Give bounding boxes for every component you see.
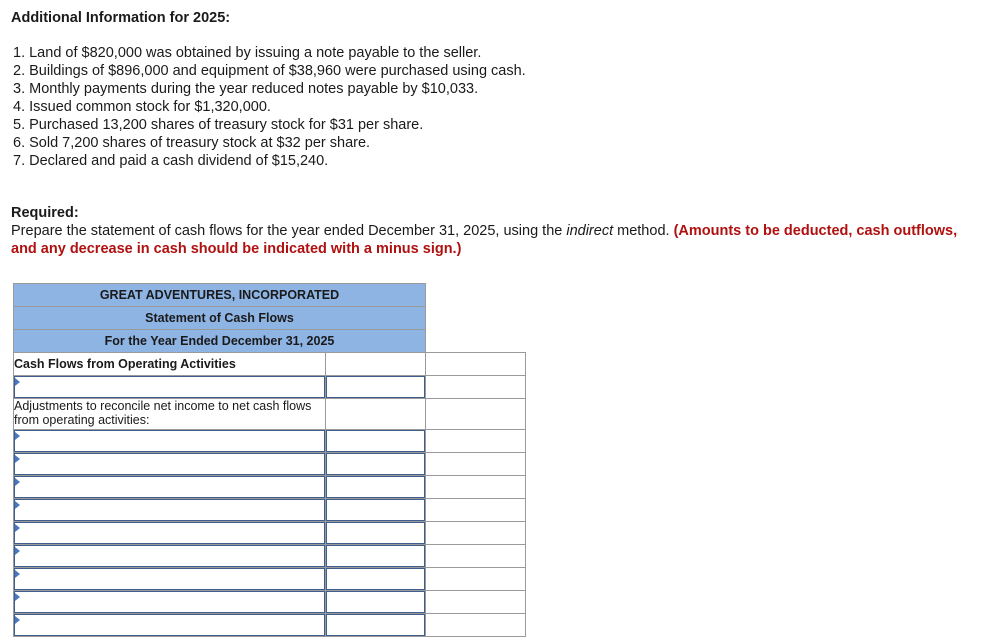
required-title: Required: xyxy=(11,205,79,221)
section-heading: Additional Information for 2025: xyxy=(11,10,231,26)
additional-info-list xyxy=(13,44,526,170)
list-item: 3. Monthly payments during the year reduced notes payable by $10,033. xyxy=(13,81,479,97)
required-instructions xyxy=(11,222,971,258)
line-item-dropdown[interactable] xyxy=(14,453,326,476)
amount-input[interactable] xyxy=(326,476,426,499)
line-item-dropdown[interactable] xyxy=(14,376,326,399)
dropdown-arrow-icon xyxy=(15,501,20,509)
operating-section-label: Cash Flows from Operating Activities xyxy=(14,353,326,376)
line-item-dropdown[interactable] xyxy=(14,499,326,522)
dropdown-arrow-icon xyxy=(15,547,20,555)
amount-input[interactable] xyxy=(326,591,426,614)
line-item-dropdown[interactable] xyxy=(14,591,326,614)
statement-title: Statement of Cash Flows xyxy=(14,307,426,330)
line-item-dropdown[interactable] xyxy=(14,476,326,499)
list-item: 4. Issued common stock for $1,320,000. xyxy=(13,99,271,115)
dropdown-arrow-icon xyxy=(15,378,20,386)
list-item: 2. Buildings of $896,000 and equipment of $38,960 were purchased using cash. xyxy=(13,63,526,79)
dropdown-arrow-icon xyxy=(15,593,20,601)
dropdown-arrow-icon xyxy=(15,570,20,578)
line-item-dropdown[interactable] xyxy=(14,545,326,568)
line-item-dropdown[interactable] xyxy=(14,522,326,545)
amount-input[interactable] xyxy=(326,568,426,591)
required-text-after: method. xyxy=(613,223,674,239)
required-text: Prepare the statement of cash flows for the year ended December 31, 2025, using the xyxy=(11,223,567,239)
company-name: GREAT ADVENTURES, INCORPORATED xyxy=(14,284,426,307)
cash-flow-statement-table xyxy=(13,283,526,637)
amount-input[interactable] xyxy=(326,545,426,568)
dropdown-arrow-icon xyxy=(15,478,20,486)
amount-input[interactable] xyxy=(326,430,426,453)
dropdown-arrow-icon xyxy=(15,616,20,624)
line-item-dropdown[interactable] xyxy=(14,568,326,591)
line-item-dropdown[interactable] xyxy=(14,430,326,453)
list-item: 1. Land of $820,000 was obtained by issuing a note payable to the seller. xyxy=(13,45,482,61)
amount-input[interactable] xyxy=(326,376,426,399)
dropdown-arrow-icon xyxy=(15,524,20,532)
amount-input[interactable] xyxy=(326,522,426,545)
line-item-dropdown[interactable] xyxy=(14,614,326,637)
required-red-note: (Amounts to be deducted, cash outflows, and any decrease in cash should be indicated with a minus sign.) xyxy=(11,223,958,257)
amount-input[interactable] xyxy=(326,614,426,637)
amount-input[interactable] xyxy=(326,499,426,522)
list-item: 5. Purchased 13,200 shares of treasury stock for $31 per share. xyxy=(13,117,424,133)
dropdown-arrow-icon xyxy=(15,432,20,440)
list-item: 7. Declared and paid a cash dividend of $15,240. xyxy=(13,153,329,169)
statement-period: For the Year Ended December 31, 2025 xyxy=(14,330,426,353)
dropdown-arrow-icon xyxy=(15,455,20,463)
required-text-italic: indirect xyxy=(566,223,614,239)
list-item: 6. Sold 7,200 shares of treasury stock at $32 per share. xyxy=(13,135,371,151)
amount-input[interactable] xyxy=(326,453,426,476)
adjustments-label: Adjustments to reconcile net income to net cash flows from operating activities: xyxy=(14,399,326,430)
